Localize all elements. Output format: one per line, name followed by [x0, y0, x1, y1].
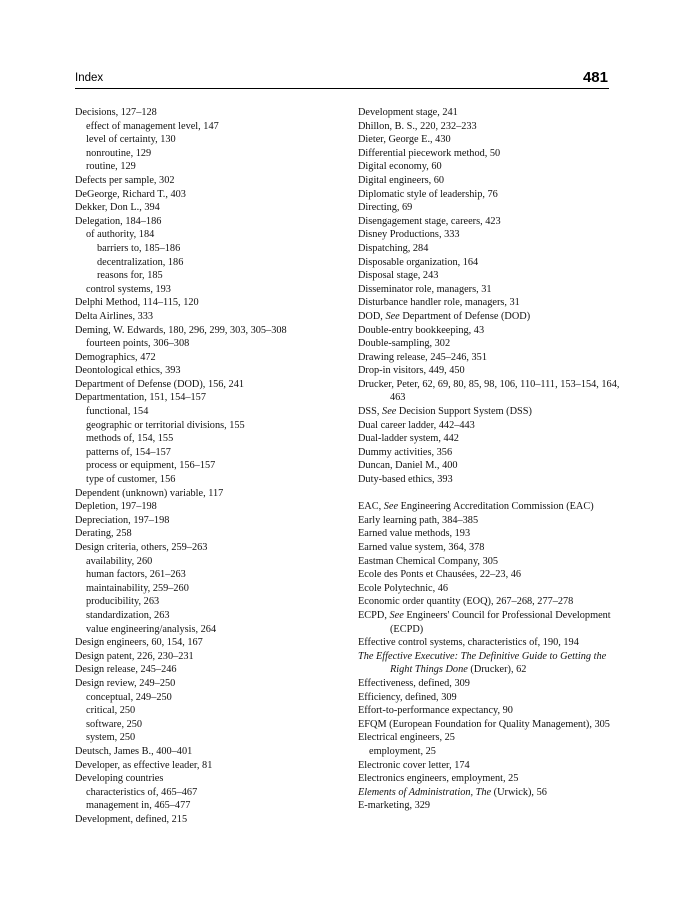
index-entry: Deutsch, James B., 400–401 — [75, 745, 193, 757]
index-entry: Decisions, 127–128 — [75, 107, 157, 118]
index-entry: Derating, 258 — [75, 528, 132, 540]
index-entry: Double-entry bookkeeping, 43 — [358, 324, 485, 336]
index-entry: Delphi Method, 114–115, 120 — [75, 297, 199, 309]
index-subentry: conceptual, 249–250 — [86, 691, 172, 703]
index-subentry: employment, 25 — [369, 745, 436, 757]
index-entry: Efficiency, defined, 309 — [358, 691, 457, 703]
index-entry: Design patent, 226, 230–231 — [75, 650, 194, 662]
index-entry: Earned value system, 364, 378 — [358, 542, 485, 553]
index-entry: Deontological ethics, 393 — [75, 365, 181, 377]
section-gap — [358, 487, 620, 501]
index-subentry: availability, 260 — [86, 555, 153, 567]
index-entry: Dual career ladder, 442–443 — [358, 419, 475, 431]
index-entry: Effort-to-performance expectancy, 90 — [358, 705, 513, 717]
index-subentry: value engineering/analysis, 264 — [86, 623, 217, 635]
index-subentry: management in, 465–477 — [86, 800, 191, 812]
index-entry: EFQM (European Foundation for Quality Management), 305 — [358, 718, 610, 730]
index-subentry: reasons for, 185 — [97, 270, 163, 282]
index-subentry: software, 250 — [86, 718, 143, 730]
index-subentry: producibility, 263 — [86, 596, 160, 608]
index-subentry: maintainability, 259–260 — [86, 582, 189, 594]
index-entry: Drop-in visitors, 449, 450 — [358, 365, 465, 377]
index-subentry: standardization, 263 — [86, 609, 170, 621]
index-entry: Design release, 245–246 — [75, 664, 177, 676]
index-entry: Duty-based ethics, 393 — [358, 474, 453, 486]
index-entry: Dhillon, B. S., 220, 232–233 — [358, 120, 477, 132]
index-subentry: fourteen points, 306–308 — [86, 338, 190, 350]
index-entry: Development, defined, 215 — [75, 813, 188, 825]
index-entry: Design engineers, 60, 154, 167 — [75, 637, 203, 649]
index-entry: Disturbance handler role, managers, 31 — [358, 297, 520, 309]
index-entry: Ecole des Ponts et Chausées, 22–23, 46 — [358, 569, 522, 581]
index-entry: Eastman Chemical Company, 305 — [358, 555, 499, 567]
index-entry: DOD, See Department of Defense (DOD) — [358, 310, 531, 322]
index-entry: Disposal stage, 243 — [358, 270, 439, 282]
index-entry: Deming, W. Edwards, 180, 296, 299, 303, 305–308 — [75, 324, 287, 336]
index-entry: Depreciation, 197–198 — [75, 514, 170, 526]
index-entry: Dieter, George E., 430 — [358, 134, 451, 146]
index-entry: Economic order quantity (EOQ), 267–268, 277–278 — [358, 596, 574, 608]
index-entry: Disposable organization, 164 — [358, 256, 479, 268]
index-subentry: barriers to, 185–186 — [97, 242, 181, 254]
index-entry: Defects per sample, 302 — [75, 174, 175, 186]
index-entry: Disengagement stage, careers, 423 — [358, 215, 501, 227]
index-subentry: decentralization, 186 — [97, 256, 184, 268]
index-entry: Differential piecework method, 50 — [358, 147, 501, 159]
index-subentry: effect of management level, 147 — [86, 120, 219, 132]
index-entry: Design review, 249–250 — [75, 677, 176, 689]
index-entry: Dual-ladder system, 442 — [358, 433, 459, 445]
page-number: 481 — [582, 69, 608, 86]
index-entry: Developer, as effective leader, 81 — [75, 759, 213, 771]
index-entry: Early learning path, 384–385 — [358, 514, 479, 526]
index-entry: Dekker, Don L., 394 — [75, 202, 160, 214]
index-column-right — [358, 106, 620, 813]
index-entry: Electronics engineers, employment, 25 — [358, 773, 519, 785]
index-entry: ECPD, See Engineers' Council for Professional Development (ECPD) — [358, 609, 611, 635]
index-entry: Effective control systems, characteristics of, 190, 194 — [358, 637, 579, 649]
index-column-left — [75, 106, 337, 826]
index-subentry: functional, 154 — [86, 406, 149, 418]
index-subentry: routine, 129 — [86, 161, 136, 173]
index-entry: Development stage, 241 — [358, 107, 458, 118]
index-entry: Directing, 69 — [358, 202, 413, 214]
index-subentry: characteristics of, 465–467 — [86, 786, 198, 798]
index-subentry: type of customer, 156 — [86, 474, 176, 486]
index-subentry: critical, 250 — [86, 705, 136, 717]
index-entry: DeGeorge, Richard T., 403 — [75, 188, 186, 200]
index-entry: Dummy activities, 356 — [358, 446, 453, 458]
index-entry: Design criteria, others, 259–263 — [75, 542, 208, 553]
index-entry: Digital engineers, 60 — [358, 174, 445, 186]
index-entry: Developing countries — [75, 773, 164, 785]
index-entry: Effectiveness, defined, 309 — [358, 677, 470, 689]
index-subentry: control systems, 193 — [86, 283, 171, 295]
index-entry: Electronic cover letter, 174 — [358, 759, 470, 771]
index-entry: DSS, See Decision Support System (DSS) — [358, 406, 532, 418]
index-entry: EAC, See Engineering Accreditation Commission (EAC) — [358, 501, 594, 513]
index-subentry: of authority, 184 — [86, 229, 155, 241]
index-entry: Diplomatic style of leadership, 76 — [358, 188, 498, 200]
index-subentry: nonroutine, 129 — [86, 147, 152, 159]
running-header-title: Index — [75, 72, 104, 84]
index-entry: Drawing release, 245–246, 351 — [358, 351, 487, 363]
index-entry: Disseminator role, managers, 31 — [358, 283, 492, 295]
index-entry: Digital economy, 60 — [358, 161, 442, 173]
index-entry: E-marketing, 329 — [358, 800, 431, 812]
index-subentry: patterns of, 154–157 — [86, 446, 171, 458]
index-entry: Demographics, 472 — [75, 351, 156, 363]
index-entry: Depletion, 197–198 — [75, 501, 157, 513]
index-subentry: process or equipment, 156–157 — [86, 460, 216, 472]
index-entry: Earned value methods, 193 — [358, 528, 471, 540]
index-subentry: geographic or territorial divisions, 155 — [86, 419, 245, 431]
index-entry: Drucker, Peter, 62, 69, 80, 85, 98, 106, 110–111, 153–154, 164, 463 — [358, 378, 620, 404]
index-entry: Duncan, Daniel M., 400 — [358, 460, 458, 472]
index-subentry: methods of, 154, 155 — [86, 433, 174, 445]
index-entry: Dependent (unknown) variable, 117 — [75, 487, 224, 499]
index-entry: Ecole Polytechnic, 46 — [358, 582, 449, 594]
index-entry: The Effective Executive: The Definitive Guide to Getting the Right Things Done (Drucker), 62 — [358, 650, 607, 676]
index-entry: Double-sampling, 302 — [358, 338, 451, 350]
index-entry: Elements of Administration, The (Urwick), 56 — [358, 786, 547, 798]
index-subentry: system, 250 — [86, 732, 136, 744]
index-entry: Delegation, 184–186 — [75, 215, 162, 227]
index-entry: Dispatching, 284 — [358, 242, 429, 254]
header-rule — [75, 88, 609, 89]
index-subentry: human factors, 261–263 — [86, 569, 186, 581]
index-subentry: level of certainty, 130 — [86, 134, 176, 146]
index-entry: Disney Productions, 333 — [358, 229, 460, 241]
index-entry: Department of Defense (DOD), 156, 241 — [75, 378, 244, 390]
index-entry: Electrical engineers, 25 — [358, 732, 455, 744]
index-entry: Departmentation, 151, 154–157 — [75, 392, 206, 404]
index-entry: Delta Airlines, 333 — [75, 310, 154, 322]
